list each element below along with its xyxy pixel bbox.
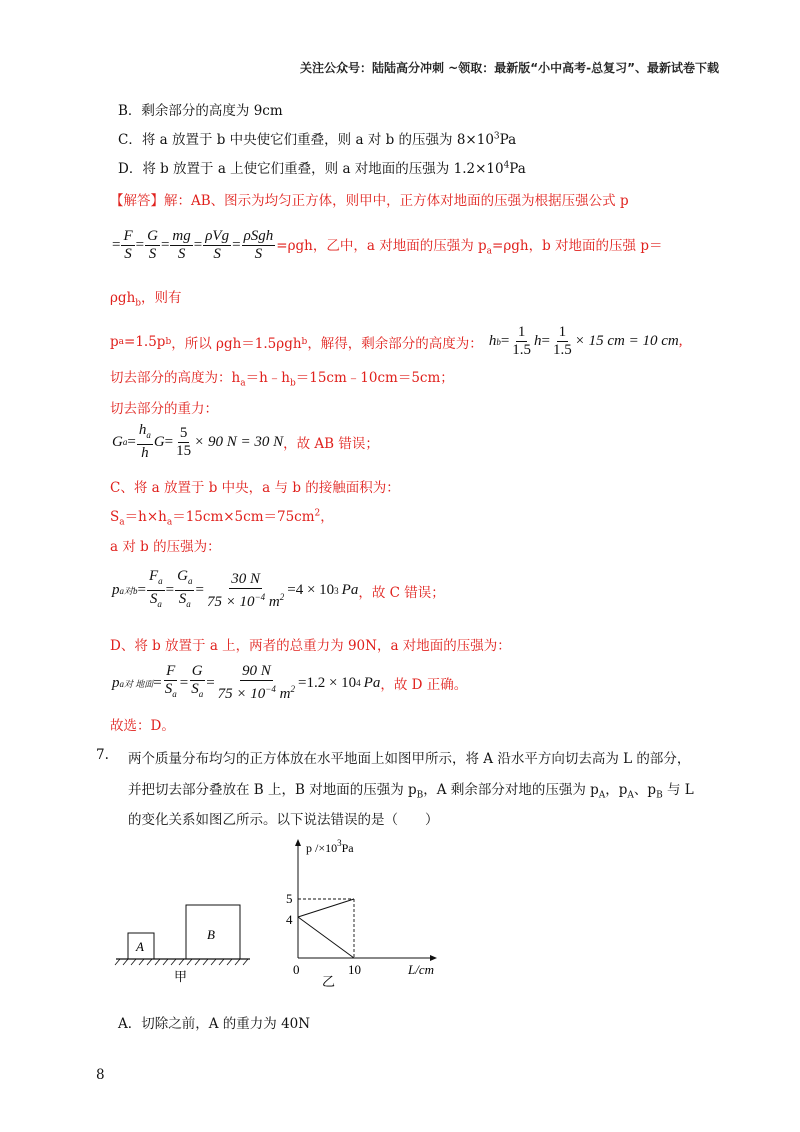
y-axis-arrow [295,839,301,846]
solution-line-12: D、将 b 放置于 a 上，两者的总重力为 90N，a 对地面的压强为： [110,638,511,654]
solution-line-1: 【解答】解：AB、图示为均匀正方体，则甲中，正方体对地面的压强为根据压强公式 p [110,193,629,209]
ground-hatch [115,959,248,965]
question-line-1: 两个质量分布均匀的正方体放在水平地面上如图甲所示，将 A 沿水平方向切去高为 L 的部分， [128,751,691,767]
pb-line [298,899,354,917]
solution-line-10: a 对 b 的压强为： [110,539,221,555]
question-line-3: 的变化关系如图乙所示。以下说法错误的是（ ） [128,812,439,828]
block-a-label: A [136,939,144,954]
solution-line-9: $S_a=h\times h_a=15cm\times 5cm=75cm^2$， [110,508,334,528]
tick-4: 4 [286,912,293,927]
origin-label: 0 [293,962,300,977]
page-header: 关注公众号：陆陆高分冲刺 ~领取：最新版“小中高考-总复习”、最新试卷下载 [300,61,719,75]
caption-yi: 乙 [322,974,336,989]
x-axis-label: L/cm [408,962,434,977]
option-d-prev: D．将 b 放置于 a 上使它们重叠，则 a 对地面的压强为 $1.2\times 10^4Pa$ [118,160,526,177]
solution-line-5: 切去部分的高度为：$h_a=h﹣h_b=15cm﹣10cm=5cm$； [110,370,454,389]
solution-line-8: C、将 a 放置于 b 中央，a 与 b 的接触面积为： [110,480,400,496]
question-number: 7. [96,747,109,763]
question-figure [110,836,470,996]
hb-formula: h b = $\frac{1}{1.5}$ h = $\frac{1}{1.5}$ × 15 cm = 10 cm , [488,324,683,358]
question-line-2: 并把切去部分叠放在 B 上，B 对地面的压强为 $p_B$，A 剩余部分对地的压强为 $p_A$，$p_A$、$p_B$ 与 L [128,782,694,801]
solution-answer: 故选：D。 [110,718,175,734]
solution-line-4: p a =1.5p b ，所以 ρgh＝1.5ρgh b ，解得，剩余部分的高度为： h b = $\frac{1}{1.5}$ h = $\frac{1}{1.5}$ × 15 cm = 10 cm , [110,324,683,358]
solution-line-6: 切去部分的重力： [110,401,218,417]
tick-10: 10 [348,962,361,977]
block-b-label: B [207,927,215,942]
pa-line [298,917,354,958]
solution-line-3: ρgh$_b$，则有 [110,290,182,309]
y-axis-label: p $/\times 10^3Pa$ [306,838,354,855]
option-c-prev: C．将 a 放置于 b 中央使它们重叠，则 a 对 b 的压强为 $8\times 10^3Pa$ [118,131,517,148]
solution-tag: 【解答】 [110,193,164,209]
caption-jia: 甲 [174,969,188,984]
pab-formula: p a对b = $\frac{F_a}{S_a}$ = $\frac{G_a}{S_a}$ = $\frac{30 N}{75 \times 10^{-4} m^2}$ = 4 × 10 3 Pa ，故 C 错误； [112,568,445,610]
tick-5: 5 [286,891,293,906]
pag-formula: p a对 地面 = $\frac{F}{S_a}$ = $\frac{G}{S_a}$ = $\frac{90 N}{75 \times 10^{-4} m^2}$ = 1.2 × 10 4 Pa ，故 D 正确。 [112,663,468,702]
option-b-prev: B．剩余部分的高度为 9cm [118,103,283,119]
pressure-formula-chain: = $\frac{F}{S}$ = $\frac{G}{S}$ = $\frac{mg}{S}$ = $\frac{\text{ρVg}}{S}$ = $\frac{\text{ρSgh}}{S}$ =ρgh，乙中，a 对地面的压强为 $p_a=\rho gh$，b 对地面的压强 p＝ [112,228,663,262]
page-number: 8 [96,1067,105,1083]
ga-formula: G a = $\frac{h_a}{h}$ G = $\frac{5}{15}$ × 90 N = 30 N ，故 AB 错误； [112,422,379,461]
x-axis-arrow [430,955,437,961]
option-a: A．切除之前，A 的重力为 40N [118,1016,311,1032]
